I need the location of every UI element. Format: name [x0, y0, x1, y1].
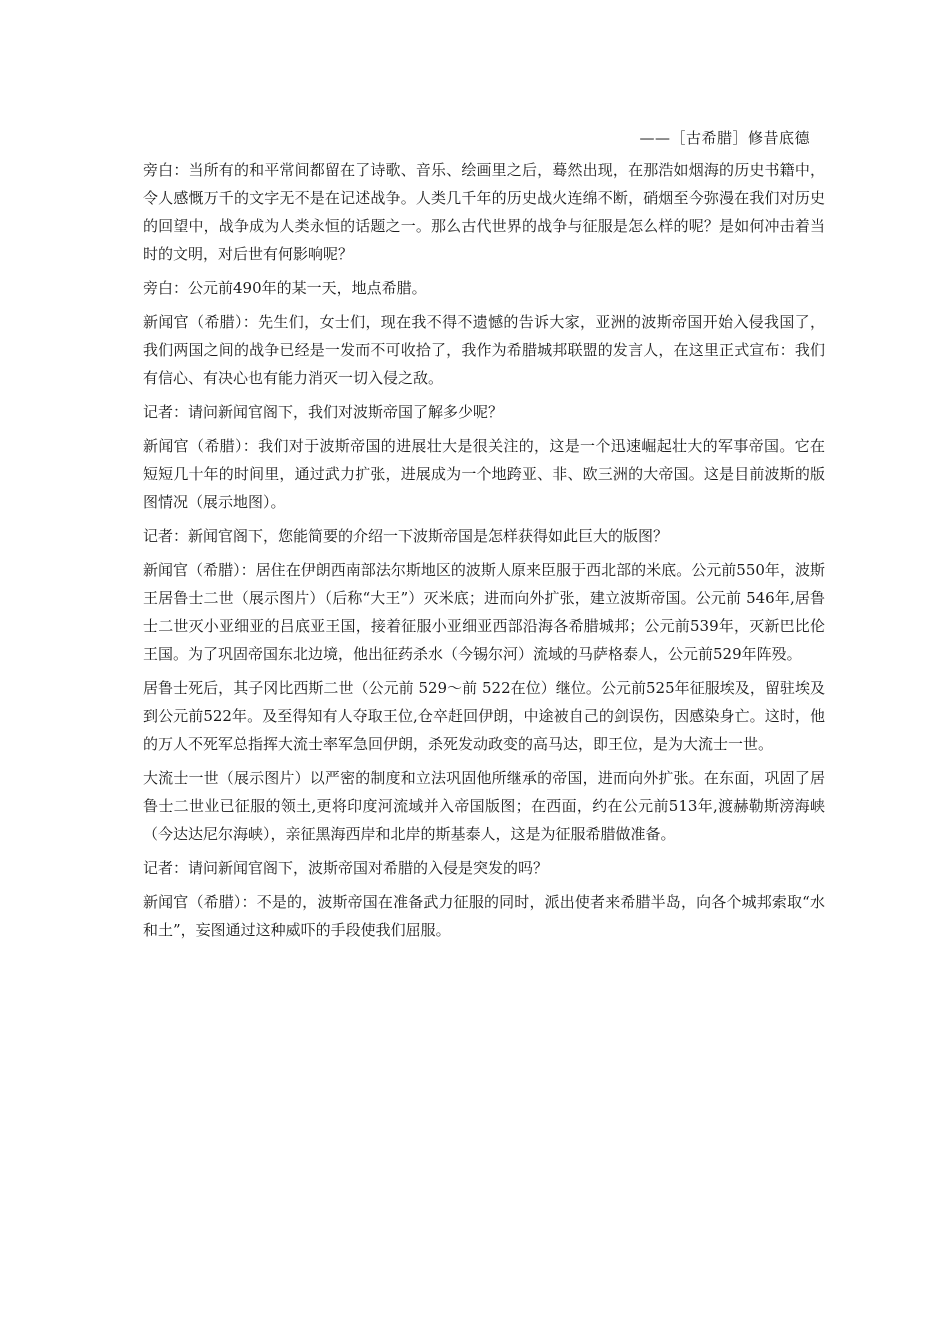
paragraph-spokesman-answer-2: 新闻官（希腊）：居住在伊朗西南部法尔斯地区的波斯人原来臣服于西北部的米底。公元前550年，波斯王居鲁士二世（展示图片）（后称“大王”）灭米底；进而向外扩张，建立波斯帝国。公元前 546年,居鲁士二世灭小亚细亚的吕底亚王国，接着征服小亚细亚西部沿海各希腊城邦；公元前539年，灭新巴比伦王国。为了巩固帝国东北边境，他出征药杀水（今锡尔河）流域的马萨格泰人，公元前529年阵殁。: [143, 561, 825, 663]
paragraph-narration-intro: 旁白：当所有的和平常间都留在了诗歌、音乐、绘画里之后，蓦然出现，在那浩如烟海的历史书籍中，令人感慨万千的文字无不是在记述战争。人类几千年的历史战火连绵不断，硝烟至今弥漫在我们对历史的回望中，战争成为人类永恒的话题之一。那么古代世界的战争与征服是怎么样的呢？是如何冲击着当时的文明，对后世有何影响呢？: [143, 161, 825, 263]
paragraph-narration-setting: 旁白：公元前490年的某一天，地点希腊。: [143, 279, 427, 297]
paragraph-reporter-question-1: 记者：请问新闻官阁下，我们对波斯帝国了解多少呢？: [143, 403, 504, 421]
paragraph-spokesman-announcement: 新闻官（希腊）：先生们，女士们，现在我不得不遗憾的告诉大家，亚洲的波斯帝国开始入侵我国了，我们两国之间的战争已经是一发而不可收拾了，我作为希腊城邦联盟的发言人，在这里正式宣布：我们有信心、有决心也有能力消灭一切入侵之敌。: [143, 313, 825, 387]
document-body: [143, 156, 825, 944]
paragraph-spokesman-answer-3: 新闻官（希腊）：不是的，波斯帝国在准备武力征服的同时，派出使者来希腊半岛，向各个城邦索取“水和土”，妄图通过这种威吓的手段使我们屈服。: [143, 893, 825, 939]
paragraph-spokesman-answer-1: 新闻官（希腊）：我们对于波斯帝国的进展壮大是很关注的，这是一个迅速崛起壮大的军事帝国。它在短短几十年的时间里，通过武力扩张，进展成为一个地跨亚、非、欧三洲的大帝国。这是目前波斯的版图情况（展示地图）。: [143, 437, 825, 511]
quote-attribution: ——［古希腊］修昔底德: [639, 129, 810, 147]
paragraph-reporter-question-3: 记者：请问新闻官阁下，波斯帝国对希腊的入侵是突发的吗？: [143, 859, 549, 877]
paragraph-darius: 大流士一世（展示图片）以严密的制度和立法巩固他所继承的帝国，进而向外扩张。在东面，巩固了居鲁士二世业已征服的领土,更将印度河流域并入帝国版图；在西面，约在公元前513年,渡赫勒斯滂海峡（今达达尼尔海峡），亲征黑海西岸和北岸的斯基泰人，这是为征服希腊做准备。: [143, 769, 825, 843]
paragraph-cambyses: 居鲁士死后，其子冈比西斯二世（公元前 529～前 522在位）继位。公元前525年征服埃及，留驻埃及到公元前522年。及至得知有人夺取王位,仓卒赶回伊朗，中途被自己的剑误伤，因感染身亡。这时，他的万人不死军总指挥大流士率军急回伊朗，杀死发动政变的高马达，即王位，是为大流士一世。: [143, 679, 825, 753]
paragraph-reporter-question-2: 记者：新闻官阁下，您能简要的介绍一下波斯帝国是怎样获得如此巨大的版图？: [143, 527, 669, 545]
